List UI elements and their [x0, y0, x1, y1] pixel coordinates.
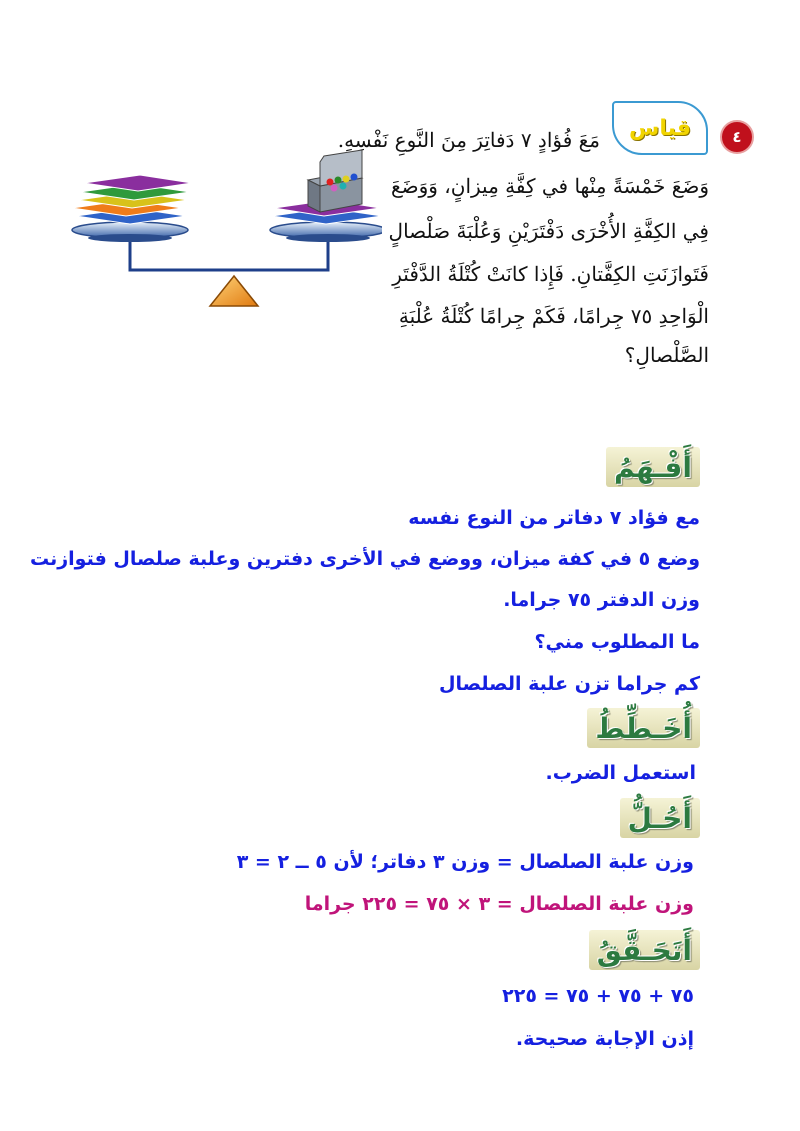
- left-notebook-stack: [72, 175, 192, 224]
- understand-line-2: وضع ٥ في كفة ميزان، ووضع في الأخرى دفترين وعلبة صلصال فتوازنت: [29, 548, 700, 570]
- understand-line-5: كم جراما تزن علبة الصلصال: [439, 673, 700, 695]
- understand-line-4: ما المطلوب مني؟: [534, 631, 700, 653]
- understand-line-3: وزن الدفتر ٧٥ جراما.: [503, 589, 700, 611]
- problem-line-5: الْوَاحِدِ ٧٥ جِرامًا، فَكَمْ جِرامًا كُتْلَةُ عُلْبَةِ: [398, 304, 709, 328]
- topic-tag: [612, 101, 708, 155]
- solve-line-2: وزن علبة الصلصال = ٣ × ٧٥ = ٢٢٥ جراما: [304, 893, 694, 915]
- check-section-title: أَتَحَـقَّقُ: [589, 930, 700, 970]
- problem-line-2: وَضَعَ خَمْسَةً مِنْها في كِفَّةِ مِيزانٍ، وَوَضَعَ: [391, 174, 709, 198]
- understand-section-title: أَفْـهَمُ: [606, 447, 700, 487]
- check-line-1: ٧٥ + ٧٥ + ٧٥ = ٢٢٥: [502, 985, 694, 1007]
- right-pan-base: [286, 234, 370, 242]
- plan-section-title: أُخَـطِّطُ: [587, 708, 700, 748]
- problem-line-1: مَعَ فُؤادٍ ٧ دَفاتِرَ مِنَ النَّوعِ نَفْسِهِ.: [337, 128, 600, 152]
- check-line-2: إذن الإجابة صحيحة.: [515, 1028, 694, 1050]
- solve-line-1: وزن علبة الصلصال = وزن ٣ دفاتر؛ لأن ٥ ــ ٢ = ٣: [236, 851, 694, 873]
- scale-beam: [130, 238, 328, 270]
- scale-fulcrum: [210, 276, 258, 306]
- problem-line-6: الصَّلْصالِ؟: [624, 343, 709, 367]
- balance-scale-illustration: [62, 150, 382, 312]
- problem-line-4: فَتَوازَنَتِ الكِفَّتانِ. فَإِذا كانَتْ كُتْلَةُ الدَّفْتَرِ: [392, 262, 709, 286]
- clay-box: [308, 150, 362, 212]
- topic-label: قياس: [629, 115, 692, 141]
- understand-line-1: مع فؤاد ٧ دفاتر من النوع نفسه: [408, 507, 700, 529]
- problem-number-badge: ٤: [720, 120, 754, 154]
- problem-line-3: فِي الكِفَّةِ الأُخْرَى دَفْتَرَيْنِ وَعُلْبَةَ صَلْصالٍ: [388, 219, 709, 243]
- left-pan-base: [88, 234, 172, 242]
- solve-section-title: أَحُـلُّ: [620, 798, 700, 838]
- plan-line: استعمل الضرب.: [545, 762, 696, 784]
